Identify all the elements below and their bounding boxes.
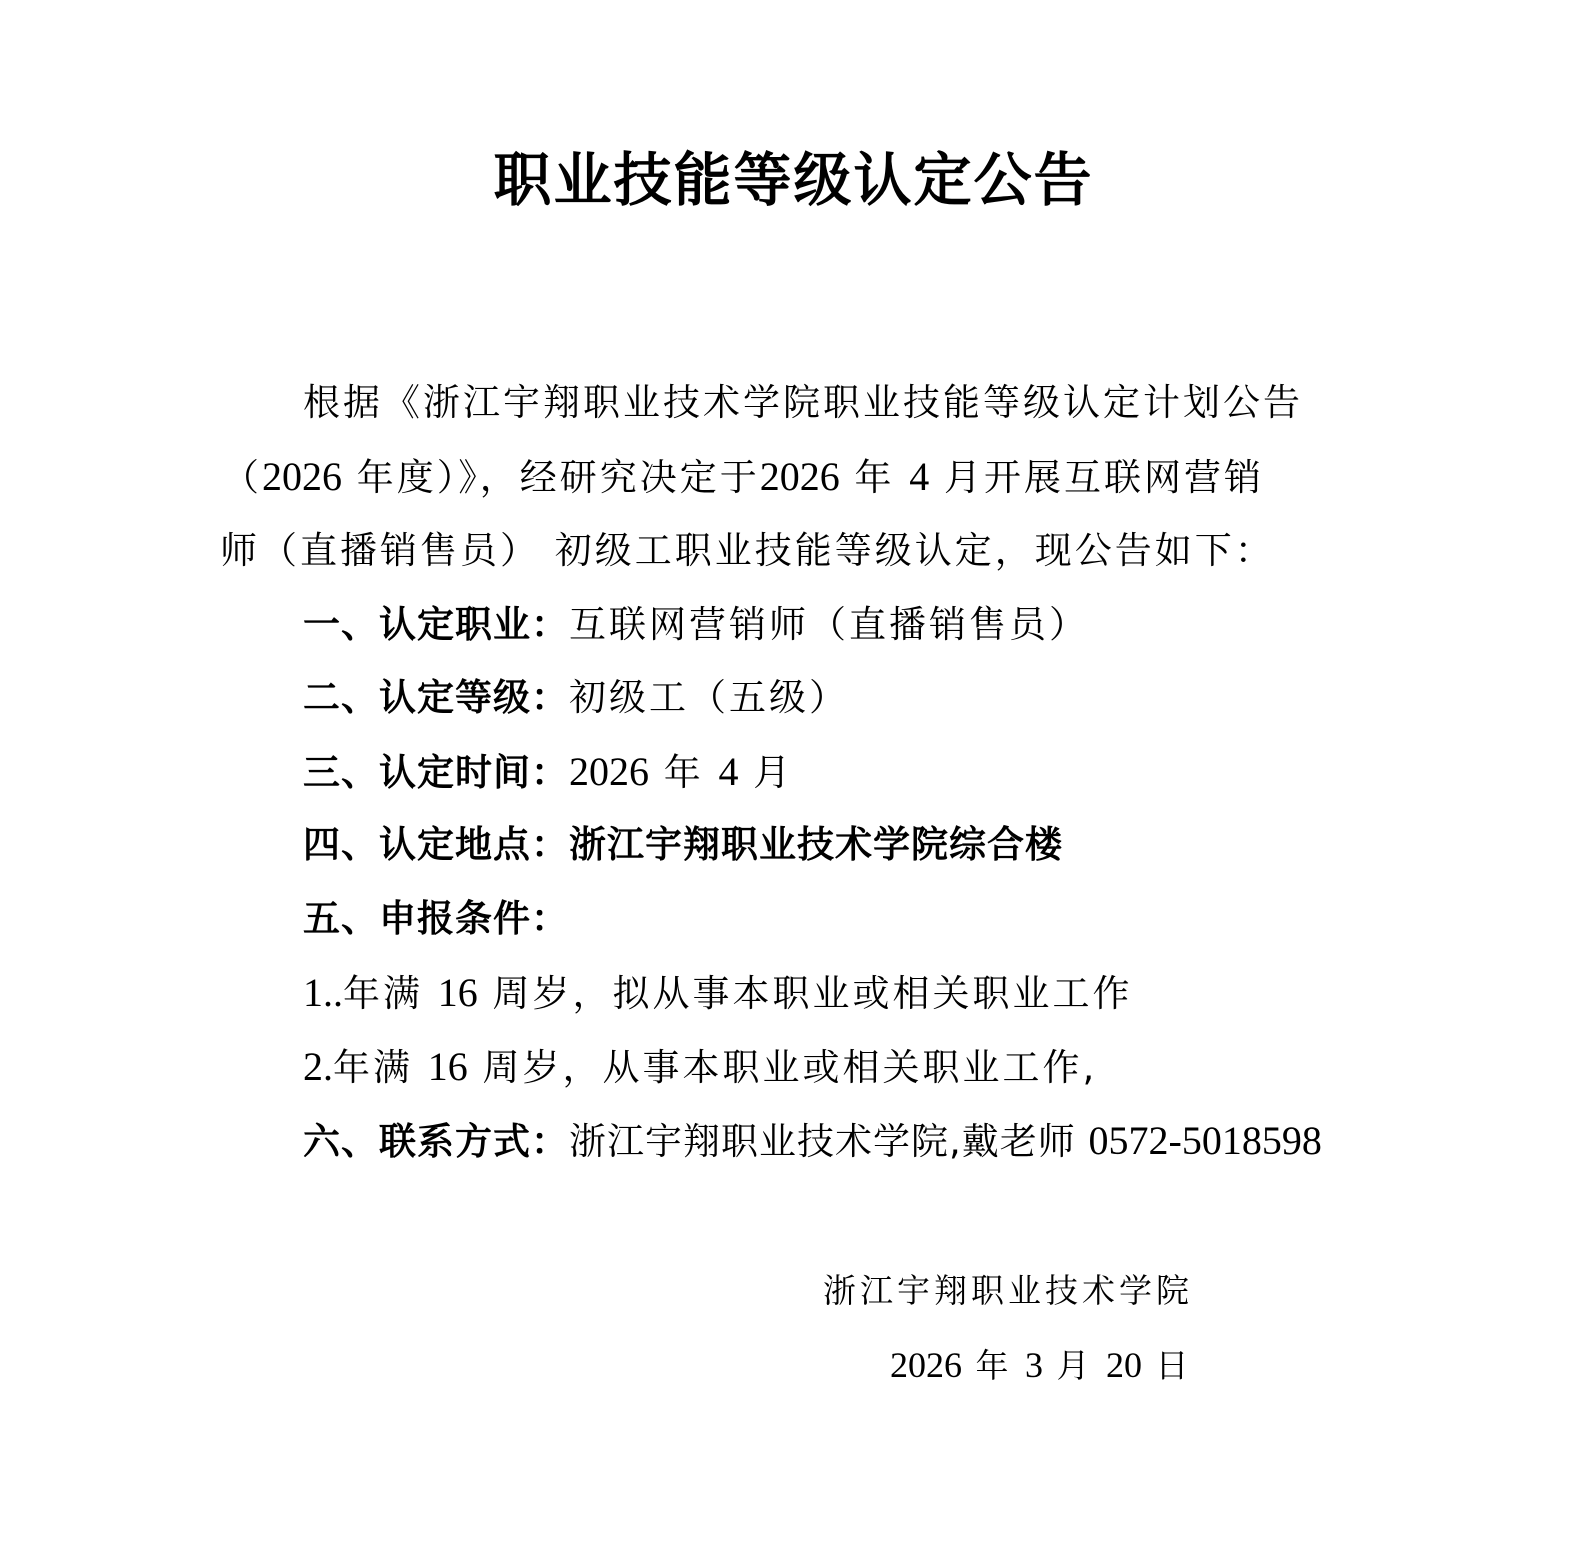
contact-phone: 0572-5018598: [1088, 1118, 1322, 1163]
section-label: 三、认定时间：: [303, 751, 569, 794]
intro-text-2c: 年: [839, 456, 910, 499]
assessment-year: 2026: [759, 454, 840, 499]
intro-text-2b: 年度）》，经研究决定于: [342, 456, 760, 499]
section-level: [303, 673, 849, 723]
signature-date: [890, 1340, 1191, 1391]
section-time: [303, 747, 793, 798]
plan-year: 2026: [262, 454, 342, 499]
signature-org: [823, 1266, 1193, 1316]
date-sep: 年: [962, 1346, 1025, 1385]
time-year: 2026: [569, 749, 649, 794]
section-label: 五、申报条件：: [303, 897, 569, 940]
section-label: 一、认定职业：: [303, 603, 569, 646]
condition-text: 周岁，从事本职业或相关职业工作,: [467, 1046, 1098, 1089]
condition-number: 2.: [303, 1044, 333, 1089]
section-occupation: [303, 600, 1089, 650]
time-month: 4: [718, 749, 739, 794]
intro-text-1: 根据《浙江宇翔职业技术学院职业技能等级认定计划公告: [303, 381, 1303, 424]
intro-text-3: 师（直播销售员） 初级工职业技能等级认定，现公告如下：: [220, 529, 1275, 572]
condition-item-1: [303, 968, 1133, 1019]
condition-text: 周岁，拟从事本职业或相关职业工作: [477, 972, 1133, 1015]
time-suffix: 月: [738, 751, 794, 794]
section-contact: [303, 1116, 1322, 1167]
contact-person: 戴老师: [961, 1120, 1076, 1163]
date-sep: 月: [1042, 1346, 1106, 1385]
condition-item-2: [303, 1042, 1097, 1093]
contact-org: 浙江宇翔职业技术学院,: [569, 1120, 962, 1163]
date-year: 2026: [890, 1345, 962, 1385]
section-label: 四、认定地点：: [303, 823, 569, 866]
document-title: 职业技能等级认定公告: [493, 146, 1094, 214]
signature-org-text: 浙江宇翔职业技术学院: [823, 1271, 1193, 1310]
condition-number: 1..: [303, 970, 343, 1015]
time-sep: 年: [649, 751, 719, 794]
section-location: [303, 820, 1063, 870]
intro-text-2d: 月开展互联网营销: [929, 456, 1265, 499]
condition-age: 16: [437, 970, 478, 1015]
intro-line-3: [220, 526, 1275, 576]
date-sep: 日: [1141, 1346, 1192, 1385]
intro-text-2a: （: [222, 456, 262, 499]
intro-line-2: [222, 452, 1264, 503]
section-label: 六、联系方式：: [303, 1120, 569, 1163]
section-label: 二、认定等级：: [303, 676, 569, 719]
assessment-month: 4: [909, 454, 930, 499]
condition-text: 年满: [343, 972, 438, 1015]
date-day: 20: [1105, 1345, 1142, 1385]
section-value: 浙江宇翔职业技术学院综合楼: [569, 823, 1063, 866]
condition-text: 年满: [333, 1046, 428, 1089]
section-value: 互联网营销师（直播销售员）: [569, 603, 1089, 646]
date-month: 3: [1024, 1345, 1043, 1385]
section-value: 初级工（五级）: [569, 676, 849, 719]
intro-line-1: [303, 378, 1303, 428]
section-conditions: [303, 894, 569, 944]
condition-age: 16: [427, 1044, 468, 1089]
